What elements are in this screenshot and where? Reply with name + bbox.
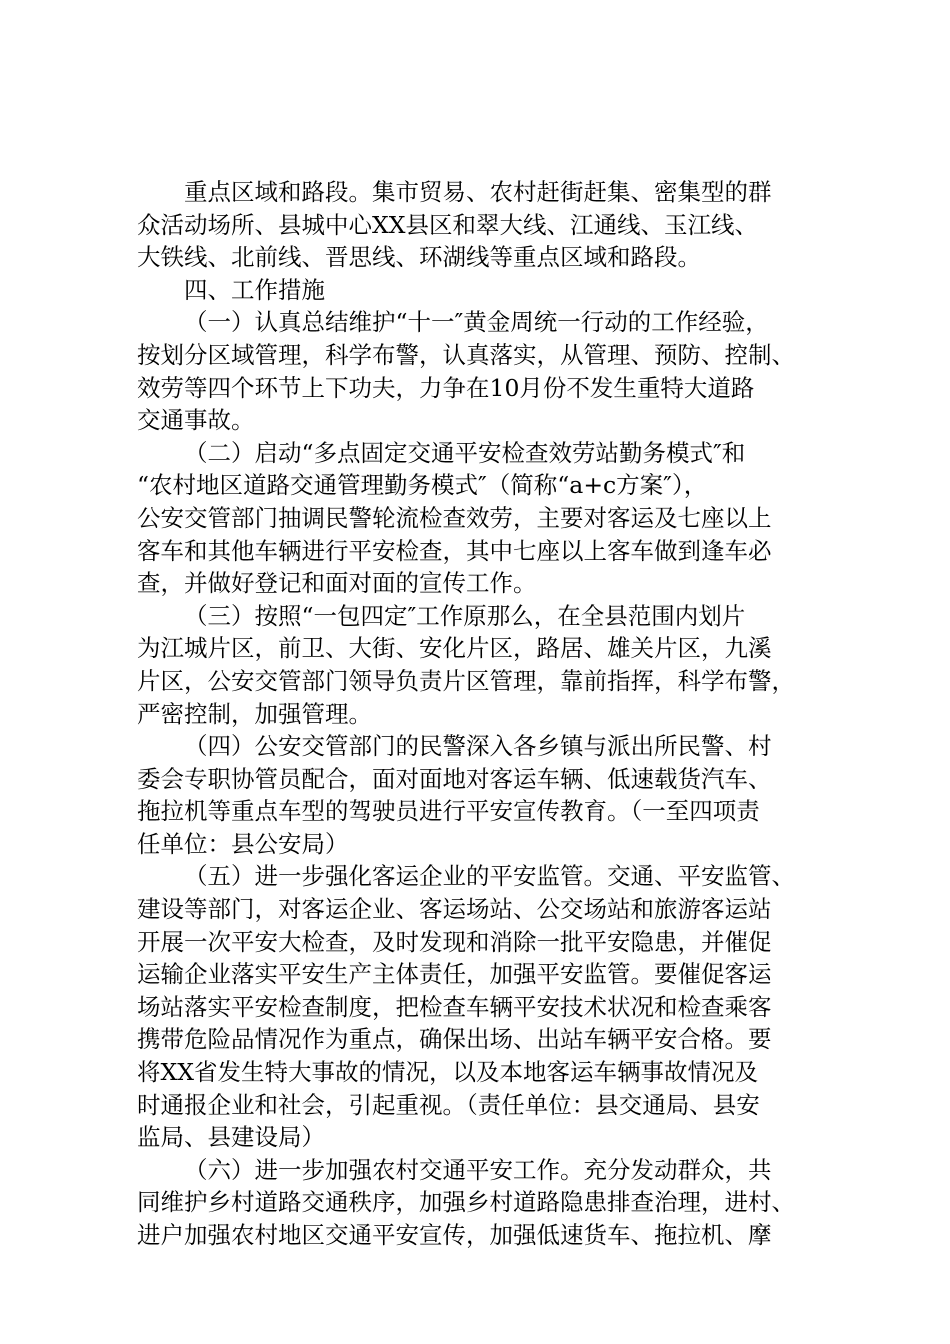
document-line: （六）进一步加强农村交通平安工作。充分发动群众，共: [184, 1155, 772, 1184]
document-line: 场站落实平安检查制度，把检查车辆平安技术状况和检查乘客: [137, 992, 772, 1021]
document-body: [137, 176, 837, 1252]
document-line: “农村地区道路交通管理勤务模式″（简称“a+c方案″），: [137, 471, 708, 500]
document-line: 四、工作措施: [184, 275, 325, 304]
document-line: 将XX省发生特大事故的情况，以及本地客运车辆事故情况及: [137, 1058, 758, 1087]
document-line: 建设等部门，对客运企业、客运场站、公交场站和旅游客运站: [137, 895, 772, 924]
document-line: 时通报企业和社会，引起重视。（责任单位：县交通局、县安: [137, 1090, 760, 1119]
document-line: 客车和其他车辆进行平安检查，其中七座以上客车做到逢车必: [137, 536, 772, 565]
document-line: 任单位：县公安局）: [137, 829, 349, 858]
document-line: 查，并做好登记和面对面的宣传工作。: [137, 569, 537, 598]
document-line: 按划分区域管理，科学布警，认真落实，从管理、预防、控制、: [137, 340, 795, 369]
document-line: 大铁线、北前线、晋思线、环湖线等重点区域和路段。: [137, 243, 701, 272]
document-line: 进户加强农村地区交通平安宣传，加强低速货车、拖拉机、摩: [137, 1221, 772, 1249]
document-line: 委会专职协管员配合，面对面地对客运车辆、低速载货汽车、: [137, 764, 772, 793]
document-line: 重点区域和路段。集市贸易、农村赶街赶集、密集型的群: [184, 178, 772, 206]
document-line: （四）公安交管部门的民警深入各乡镇与派出所民警、村: [184, 732, 772, 761]
document-line: 携带危险品情况作为重点，确保出场、出站车辆平安合格。要: [137, 1025, 772, 1054]
document-line: 片区，公安交管部门领导负责片区管理，靠前指挥，科学布警，: [137, 666, 795, 695]
document-line: 效劳等四个环节上下功夫，力争在10月份不发生重特大道路: [137, 373, 755, 402]
document-line: 众活动场所、县城中心XX县区和翠大线、江通线、玉江线、: [137, 210, 758, 239]
document-line: （三）按照“一包四定″工作原那么，在全县范围内划片: [184, 601, 746, 630]
document-line: （二）启动“多点固定交通平安检查效劳站勤务模式″和: [184, 438, 746, 467]
document-line: 交通事故。: [137, 406, 255, 435]
document-line: 严密控制，加强管理。: [137, 699, 372, 728]
document-line: 拖拉机等重点车型的驾驶员进行平安宣传教育。（一至四项责: [137, 797, 760, 826]
document-line: （一）认真总结维护“十一″黄金周统一行动的工作经验，: [184, 308, 769, 337]
document-line: 为江城片区，前卫、大街、安化片区，路居、雄关片区，九溪: [137, 634, 772, 663]
document-line: 开展一次平安大检查，及时发现和消除一批平安隐患，并催促: [137, 927, 772, 956]
document-line: （五）进一步强化客运企业的平安监管。交通、平安监管、: [184, 862, 795, 891]
document-line: 监局、县建设局）: [137, 1123, 325, 1152]
document-line: 运输企业落实平安生产主体责任，加强平安监管。要催促客运: [137, 960, 772, 989]
document-line: 公安交管部门抽调民警轮流检查效劳，主要对客运及七座以上: [137, 503, 772, 532]
document-line: 同维护乡村道路交通秩序，加强乡村道路隐患排查治理，进村、: [137, 1188, 795, 1217]
